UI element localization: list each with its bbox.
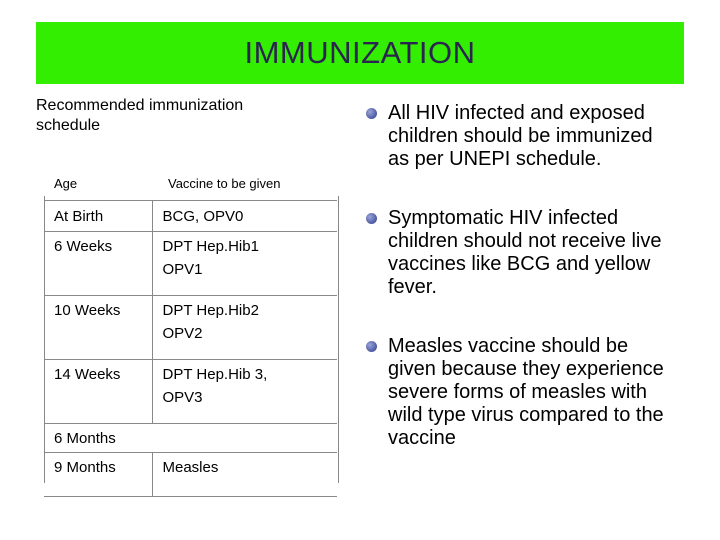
bullet-text: Symptomatic HIV infected children should not receive live vaccines like BCG and yellow fever. [388,207,662,298]
vaccine-cell [152,296,337,360]
page-title: IMMUNIZATION [244,35,476,70]
table-row [44,232,337,296]
vaccine-cell: BCG, OPV0 [152,201,337,232]
bullet-dot-icon [366,108,377,119]
title-banner [36,22,684,84]
vaccine-line: OPV1 [162,261,203,278]
vaccine-line: DPT Hep.Hib1 [162,238,259,255]
bullet-item [366,335,666,450]
bullet-dot-icon [366,341,377,352]
bullet-item [366,207,666,299]
vaccine-cell [152,424,337,453]
vaccine-line: DPT Hep.Hib2 [162,302,259,319]
vaccine-line: OPV3 [162,389,203,406]
age-cell: 14 Weeks [44,360,152,424]
table-row [44,296,337,360]
vaccine-line: OPV2 [162,325,203,342]
vaccine-cell: Measles [152,453,337,497]
bullet-text: Measles vaccine should be given because they experience severe forms of measles with wild type virus compared to the vaccine [388,335,664,449]
age-cell: 9 Months [44,453,152,497]
table-row [44,201,337,232]
table-row [44,424,337,453]
age-cell: 10 Weeks [44,296,152,360]
bullet-text: All HIV infected and exposed children should be immunized as per UNEPI schedule. [388,102,653,170]
table-row [44,453,337,497]
bullet-item [366,102,666,171]
header-age: Age [44,164,152,201]
age-cell: At Birth [44,201,152,232]
vaccine-line: DPT Hep.Hib 3, [162,366,268,383]
vaccine-cell [152,232,337,296]
schedule-subtitle: Recommended immunization schedule [36,97,244,134]
table-header-row [44,164,337,201]
immunization-schedule-table [44,164,337,497]
notes-bullet-list [366,102,666,450]
age-cell: 6 Weeks [44,232,152,296]
bullet-dot-icon [366,213,377,224]
table-row [44,360,337,424]
vaccine-cell [152,360,337,424]
age-cell: 6 Months [44,424,152,453]
header-vaccine: Vaccine to be given [152,164,337,201]
